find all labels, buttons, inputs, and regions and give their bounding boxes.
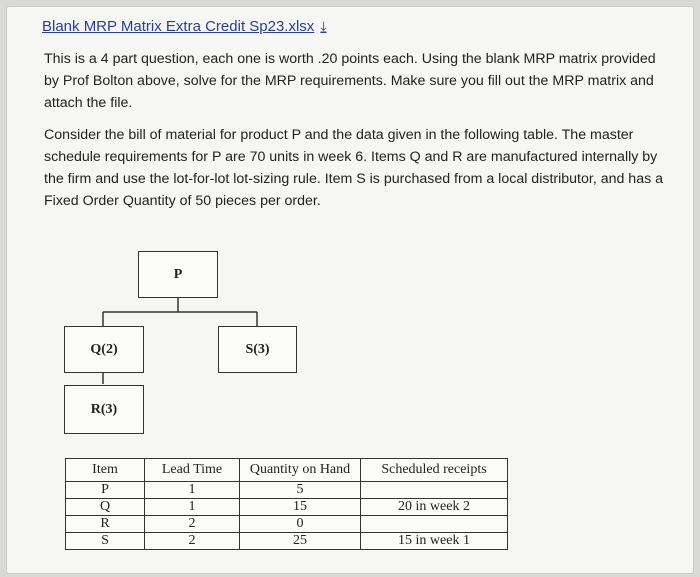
bom-node-p: P — [138, 251, 218, 298]
cell-item: Q — [66, 499, 145, 516]
cell-quantity: 15 — [240, 499, 361, 516]
table-row — [66, 499, 508, 516]
table-row — [66, 482, 508, 499]
cell-receipts: 20 in week 2 — [361, 499, 508, 516]
cell-lead-time: 1 — [145, 482, 240, 499]
file-link-label: Blank MRP Matrix Extra Credit Sp23.xlsx — [42, 18, 315, 35]
bom-node-r: R(3) — [64, 385, 144, 434]
download-icon: ⤓ — [320, 18, 327, 34]
header-item: Item — [66, 459, 145, 482]
cell-receipts — [361, 516, 508, 533]
table-row — [66, 516, 508, 533]
header-scheduled-receipts: Scheduled receipts — [361, 459, 508, 482]
cell-lead-time: 1 — [145, 499, 240, 516]
table-row — [66, 533, 508, 550]
table-header-row — [66, 459, 508, 482]
cell-lead-time: 2 — [145, 516, 240, 533]
bom-node-q: Q(2) — [64, 326, 144, 373]
cell-quantity: 5 — [240, 482, 361, 499]
instructions-paragraph: This is a 4 part question, each one is worth .20 points each. Using the blank MRP matrix provided by Prof Bolton above, solve for the MRP requirements. Make sure you fill out the MRP matrix and attach the file. — [44, 51, 656, 111]
item-data-table — [65, 458, 508, 550]
problem-paragraph: Consider the bill of material for product P and the data given in the following table. The master schedule requirements for P are 70 units in week 6. Items Q and R are manufactured internally by the firm and use the lot-for-lot lot-sizing rule. Item S is purchased from a local distributor, and has a Fixed Order Quantity of 50 pieces per order. — [44, 127, 664, 209]
header-quantity-on-hand: Quantity on Hand — [240, 459, 361, 482]
cell-item: P — [66, 482, 145, 499]
cell-quantity: 25 — [240, 533, 361, 550]
cell-receipts: 15 in week 1 — [361, 533, 508, 550]
cell-lead-time: 2 — [145, 533, 240, 550]
cell-item: R — [66, 516, 145, 533]
bom-node-s: S(3) — [218, 326, 297, 373]
cell-receipts — [361, 482, 508, 499]
cell-item: S — [66, 533, 145, 550]
cell-quantity: 0 — [240, 516, 361, 533]
header-lead-time: Lead Time — [145, 459, 240, 482]
